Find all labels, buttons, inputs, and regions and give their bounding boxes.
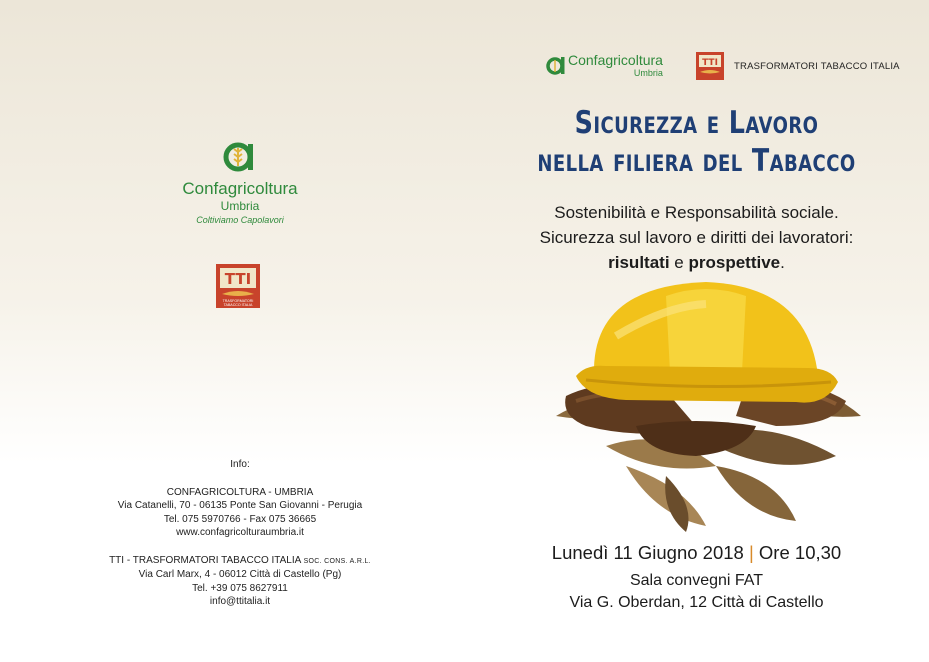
event-subtitle [464, 200, 929, 275]
title-line-2: nella filiera del Tabacco [537, 143, 856, 179]
header-tti-label: TRASFORMATORI TABACCO ITALIA [734, 61, 900, 72]
tti-contact-name: TTI - TRASFORMATORI TABACCO ITALIA [109, 554, 301, 566]
confagricoltura-region: Umbria [220, 199, 260, 213]
tti-logo-small [696, 52, 724, 80]
tti-logo [216, 264, 260, 308]
confagricoltura-a-icon [223, 138, 257, 172]
subtitle-results: risultati [608, 253, 670, 272]
subtitle-line-1: Sostenibilità e Responsabilità sociale. [554, 203, 839, 222]
helmet-gloves-tobacco-image [546, 276, 866, 532]
tti-contact-name-line [60, 554, 420, 569]
svg-text:TTI: TTI [702, 58, 718, 68]
venue-name: Sala convegni FAT [629, 572, 764, 589]
yellow-hard-hat-icon [576, 282, 838, 403]
event-date-time [464, 540, 929, 566]
confagricoltura-logo [150, 138, 330, 227]
confagricoltura-logo-small [546, 52, 663, 78]
subtitle-prospects: prospettive [688, 253, 781, 272]
subtitle-line-3 [464, 250, 929, 275]
event-time: Ore 10,30 [758, 542, 842, 563]
tti-contact-email[interactable]: info@ttitalia.it [209, 596, 271, 607]
svg-text:TTI: TTI [224, 270, 252, 288]
contact-info [60, 458, 420, 609]
event-title [506, 104, 887, 180]
cfa-contact-web[interactable]: www.confagricolturaumbria.it [176, 527, 304, 538]
cfa-contact-address: Via Catanelli, 70 - 06135 Ponte San Giovanni - Perugia [117, 500, 363, 511]
header-cfa-region: Umbria [633, 68, 663, 78]
confagricoltura-motto: Coltiviamo Capolavori [196, 215, 284, 225]
cfa-contact-name: CONFAGRICOLTURA - UMBRIA [166, 486, 314, 498]
back-panel [0, 0, 464, 662]
venue-address: Via G. Oberdan, 12 Città di Castello [569, 594, 824, 611]
svg-text:TABACCO ITALIA: TABACCO ITALIA [223, 303, 253, 307]
tti-contact-suffix: SOC. CONS. A.R.L. [303, 557, 371, 565]
subtitle-and: e [674, 253, 684, 272]
info-label: Info: [230, 459, 250, 470]
subtitle-line-2: Sicurezza sul lavoro e diritti dei lavoratori: [539, 228, 854, 247]
confagricoltura-brand: Confagricoltura [182, 179, 298, 198]
subtitle-period: . [780, 253, 785, 272]
date-separator: | [748, 542, 754, 563]
cfa-contact-phone: Tel. 075 5970766 - Fax 075 36665 [163, 513, 317, 525]
tti-contact-address: Via Carl Marx, 4 - 06012 Città di Castello (Pg) [138, 569, 342, 580]
event-date: Lunedì 11 Giugno 2018 [551, 542, 744, 563]
front-panel [464, 0, 929, 662]
confagricoltura-a-icon-small [546, 52, 566, 76]
header-logos [546, 52, 906, 82]
tti-contact-phone: Tel. +39 075 8627911 [192, 582, 288, 594]
event-venue [464, 570, 929, 614]
svg-text:TRASFORMATORI: TRASFORMATORI [222, 299, 254, 303]
title-line-1: Sicurezza e Lavoro [574, 105, 819, 141]
header-cfa-brand: Confagricoltura [568, 52, 663, 68]
